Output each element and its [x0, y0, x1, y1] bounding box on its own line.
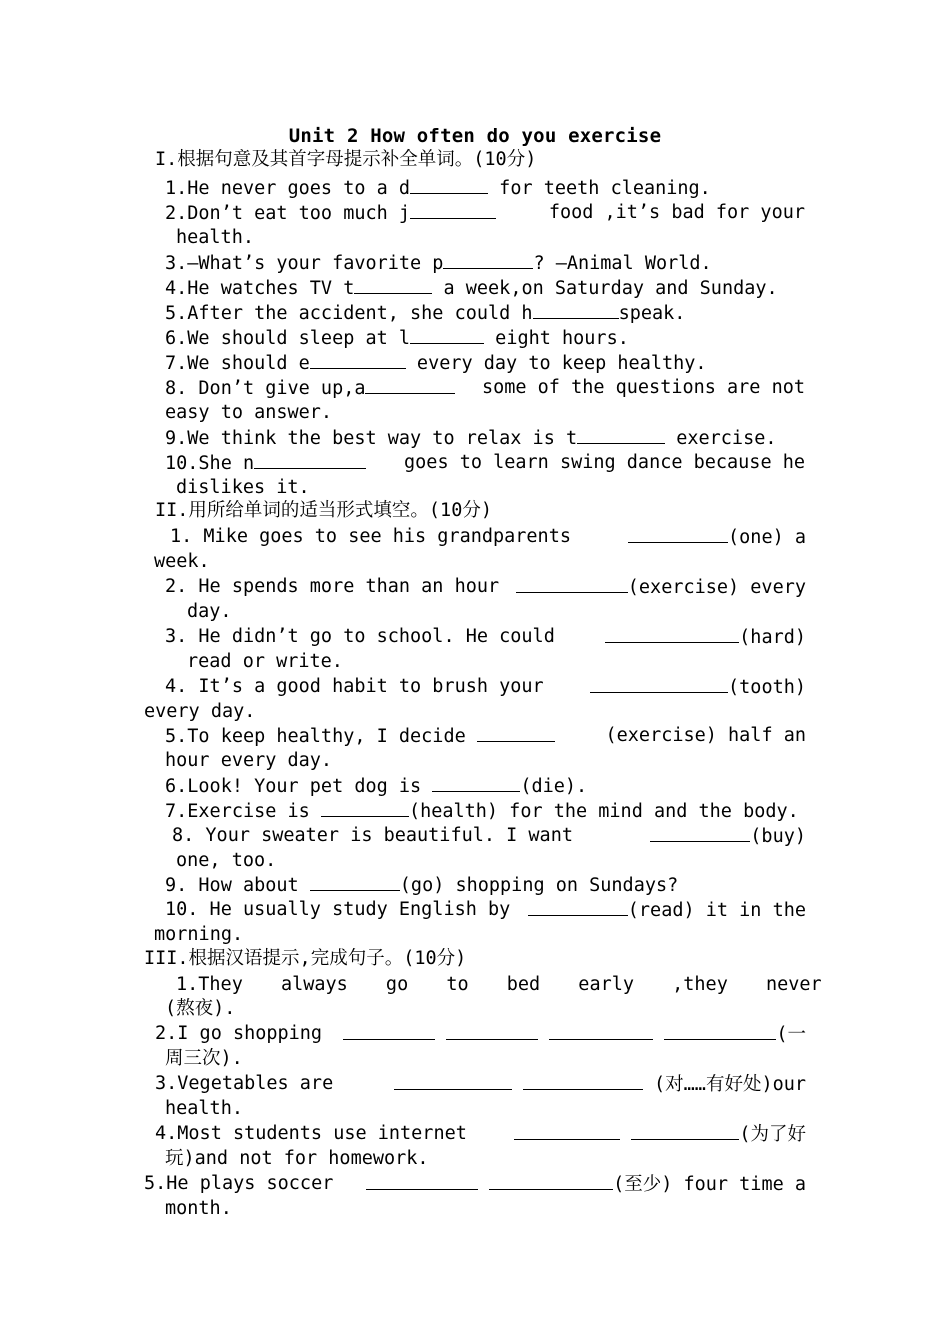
- section-2-heading: II.用所给单词的适当形式填空。(10分): [155, 500, 492, 521]
- answer-blank[interactable]: [577, 425, 665, 444]
- page-title: Unit 2 How often do you exercise: [288, 125, 662, 147]
- s3-q1-cont: (熬夜).: [165, 998, 236, 1019]
- s2-q7: 7.Exercise is (health) for the mind and the body.: [165, 798, 799, 824]
- s1-q4: 4.He watches TV t a week,on Saturday and Sunday.: [165, 275, 778, 301]
- s3-q4-cont: 玩)and not for homework.: [165, 1148, 429, 1169]
- answer-blank[interactable]: [410, 200, 496, 219]
- s2-q8: 8. Your sweater is beautiful. I want (buy): [172, 825, 806, 847]
- answer-blank[interactable]: [514, 1121, 620, 1140]
- s1-q2: 2.Don’t eat too much j food ,it’s bad for your: [165, 202, 805, 224]
- s2-q1-cont: week.: [154, 551, 210, 572]
- answer-blank[interactable]: [365, 375, 455, 394]
- answer-blank[interactable]: [631, 1121, 739, 1140]
- s3-q3-cont: health.: [165, 1098, 243, 1119]
- answer-blank[interactable]: [343, 1021, 435, 1040]
- s1-q8: 8. Don’t give up,a some of the questions are not: [165, 377, 805, 399]
- s2-q8-cont: one, too.: [176, 850, 277, 871]
- s2-q3: 3. He didn’t go to school. He could (hard): [165, 626, 806, 648]
- section-1-heading: I.根据句意及其首字母提示补全单词。(10分): [155, 149, 537, 170]
- s1-q8-cont: easy to answer.: [165, 402, 333, 423]
- s1-q1: 1.He never goes to a d for teeth cleaning.: [165, 175, 711, 201]
- answer-blank[interactable]: [443, 250, 533, 269]
- answer-blank[interactable]: [605, 624, 739, 643]
- answer-blank[interactable]: [628, 524, 728, 543]
- s1-q10: 10.She n goes to learn swing dance because he: [165, 452, 805, 474]
- s2-q4-cont: every day.: [144, 701, 256, 722]
- answer-blank[interactable]: [549, 1021, 653, 1040]
- s1-q2-cont: health.: [176, 227, 254, 248]
- s1-q5: 5.After the accident, she could h speak.: [165, 300, 685, 326]
- section-3-heading: III.根据汉语提示,完成句子。(10分): [144, 948, 467, 969]
- answer-blank[interactable]: [394, 1071, 512, 1090]
- s1-q7: 7.We should e every day to keep healthy.: [165, 350, 707, 376]
- s3-q2-cont: 周三次).: [165, 1048, 243, 1069]
- s2-q10-cont: morning.: [154, 924, 244, 945]
- s1-q3: 3.—What’s your favorite p ? —Animal World.: [165, 250, 712, 276]
- answer-blank[interactable]: [533, 300, 619, 319]
- s3-q5-cont: month.: [165, 1198, 232, 1219]
- s2-q1: 1. Mike goes to see his grandparents (one) a: [170, 526, 806, 548]
- s2-q10: 10. He usually study English by (read) it in the: [165, 899, 806, 921]
- s2-q3-cont: read or write.: [187, 651, 343, 672]
- answer-blank[interactable]: [446, 1021, 538, 1040]
- s1-q9: 9.We think the best way to relax is t exercise.: [165, 425, 777, 451]
- s3-q3: 3.Vegetables are (对……有好处)our: [155, 1073, 806, 1095]
- s1-q10-cont: dislikes it.: [176, 477, 310, 498]
- answer-blank[interactable]: [477, 723, 555, 742]
- s3-q2: 2.I go shopping (一: [155, 1023, 806, 1045]
- answer-blank[interactable]: [528, 897, 628, 916]
- answer-blank[interactable]: [650, 823, 750, 842]
- s2-q2: 2. He spends more than an hour (exercise) every: [165, 576, 806, 598]
- s2-q5: 5.To keep healthy, I decide (exercise) half an: [165, 725, 806, 747]
- answer-blank[interactable]: [590, 674, 728, 693]
- answer-blank[interactable]: [410, 325, 484, 344]
- s3-q5: 5.He plays soccer (至少) four time a: [144, 1173, 806, 1195]
- s2-q4: 4. It’s a good habit to brush your (tooth): [165, 676, 806, 698]
- answer-blank[interactable]: [523, 1071, 643, 1090]
- s2-q9: 9. How about (go) shopping on Sundays?: [165, 872, 678, 898]
- s3-q4: 4.Most students use internet (为了好: [155, 1123, 806, 1145]
- answer-blank[interactable]: [354, 275, 432, 294]
- answer-blank[interactable]: [254, 450, 366, 469]
- answer-blank[interactable]: [664, 1021, 776, 1040]
- answer-blank[interactable]: [410, 175, 488, 194]
- s2-q5-cont: hour every day.: [165, 750, 333, 771]
- s3-q1: 1.They always go to bed early ,they never: [176, 974, 822, 995]
- s2-q6: 6.Look! Your pet dog is (die).: [165, 773, 587, 799]
- answer-blank[interactable]: [310, 350, 406, 369]
- answer-blank[interactable]: [489, 1171, 613, 1190]
- answer-blank[interactable]: [310, 872, 400, 891]
- answer-blank[interactable]: [432, 773, 520, 792]
- s1-q6: 6.We should sleep at l eight hours.: [165, 325, 629, 351]
- answer-blank[interactable]: [516, 574, 628, 593]
- s2-q2-cont: day.: [187, 601, 232, 622]
- answer-blank[interactable]: [321, 798, 409, 817]
- answer-blank[interactable]: [366, 1171, 478, 1190]
